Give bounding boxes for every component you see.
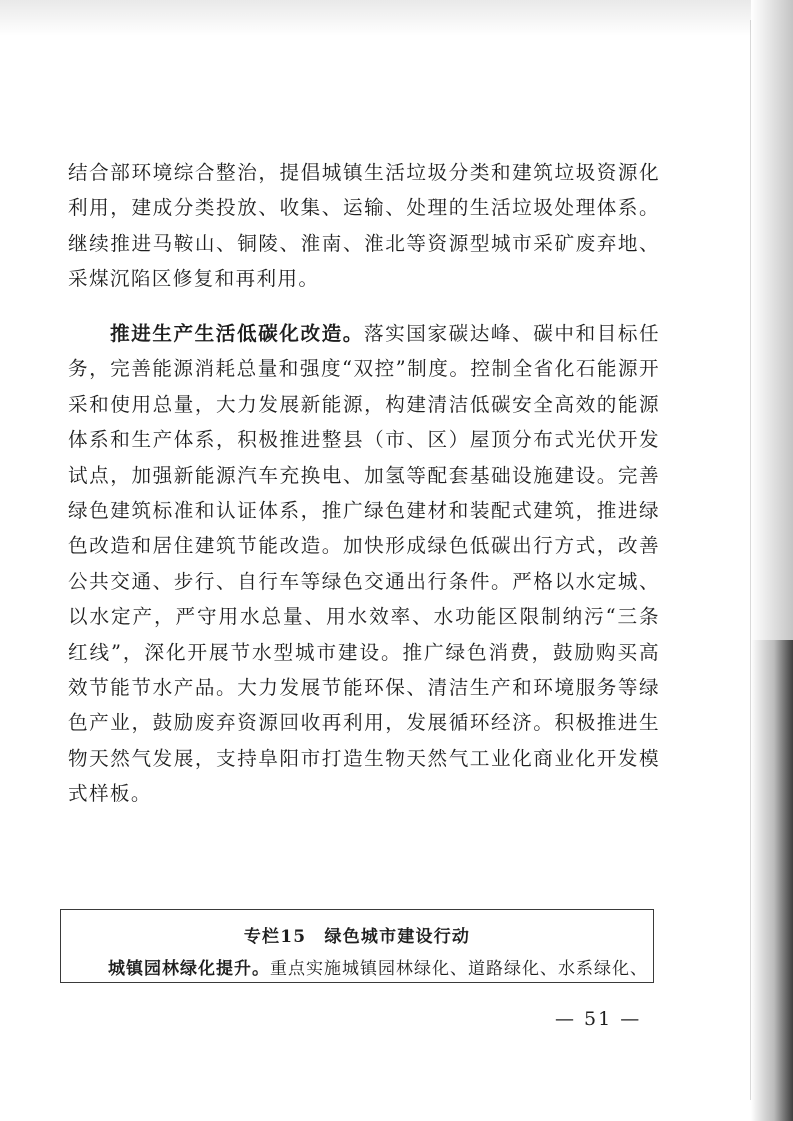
page-number: — 51 —	[555, 1008, 642, 1030]
paragraph-continuation: 结合部环境综合整治，提倡城镇生活垃圾分类和建筑垃圾资源化利用，建成分类投放、收集、运输、处理的生活垃圾处理体系。继续推进马鞍山、铜陵、淮南、淮北等资源型城市采矿废弃地、采煤沉陷区修复和再利用。	[68, 161, 660, 291]
scan-right-shadow	[751, 640, 793, 1121]
column-box-item	[108, 954, 648, 979]
paragraph-body: 落实国家碳达峰、碳中和目标任务，完善能源消耗总量和强度“双控”制度。控制全省化石能源开采和使用总量，大力发展新能源，构建清洁低碳安全高效的能源体系和生产体系，积极推进整县（市、区）屋顶分布式光伏开发试点，加强新能源汽车充换电、加氢等配套基础设施建设。完善绿色建筑标准和认证体系，推广绿色建材和装配式建筑，推进绿色改造和居住建筑节能改造。加快形成绿色低碳出行方式，改善公共交通、步行、自行车等绿色交通出行条件。严格以水定城、以水定产，严守用水总量、用水效率、水功能区限制纳污“三条红线”，深化开展节水型城市建设。推广绿色消费，鼓励购买高效节能节水产品。大力发展节能环保、清洁生产和环境服务等绿色产业，鼓励废弃资源回收再利用，发展循环经济。积极推进生物天然气发展，支持阜阳市打造生物天然气工业化商业化开发模式样板。	[68, 322, 661, 806]
column-box-title: 专栏15 绿色城市建设行动	[243, 927, 471, 947]
column-box-item-body: 重点实施城镇园林绿化、道路绿化、水系绿化、	[270, 959, 648, 979]
paragraph-low-carbon	[68, 316, 660, 812]
scan-top-edge	[0, 0, 793, 36]
paragraph-heading: 推进生产生活低碳化改造。	[110, 322, 364, 345]
column-box	[60, 909, 654, 983]
column-box-item-heading: 城镇园林绿化提升。	[108, 959, 270, 979]
